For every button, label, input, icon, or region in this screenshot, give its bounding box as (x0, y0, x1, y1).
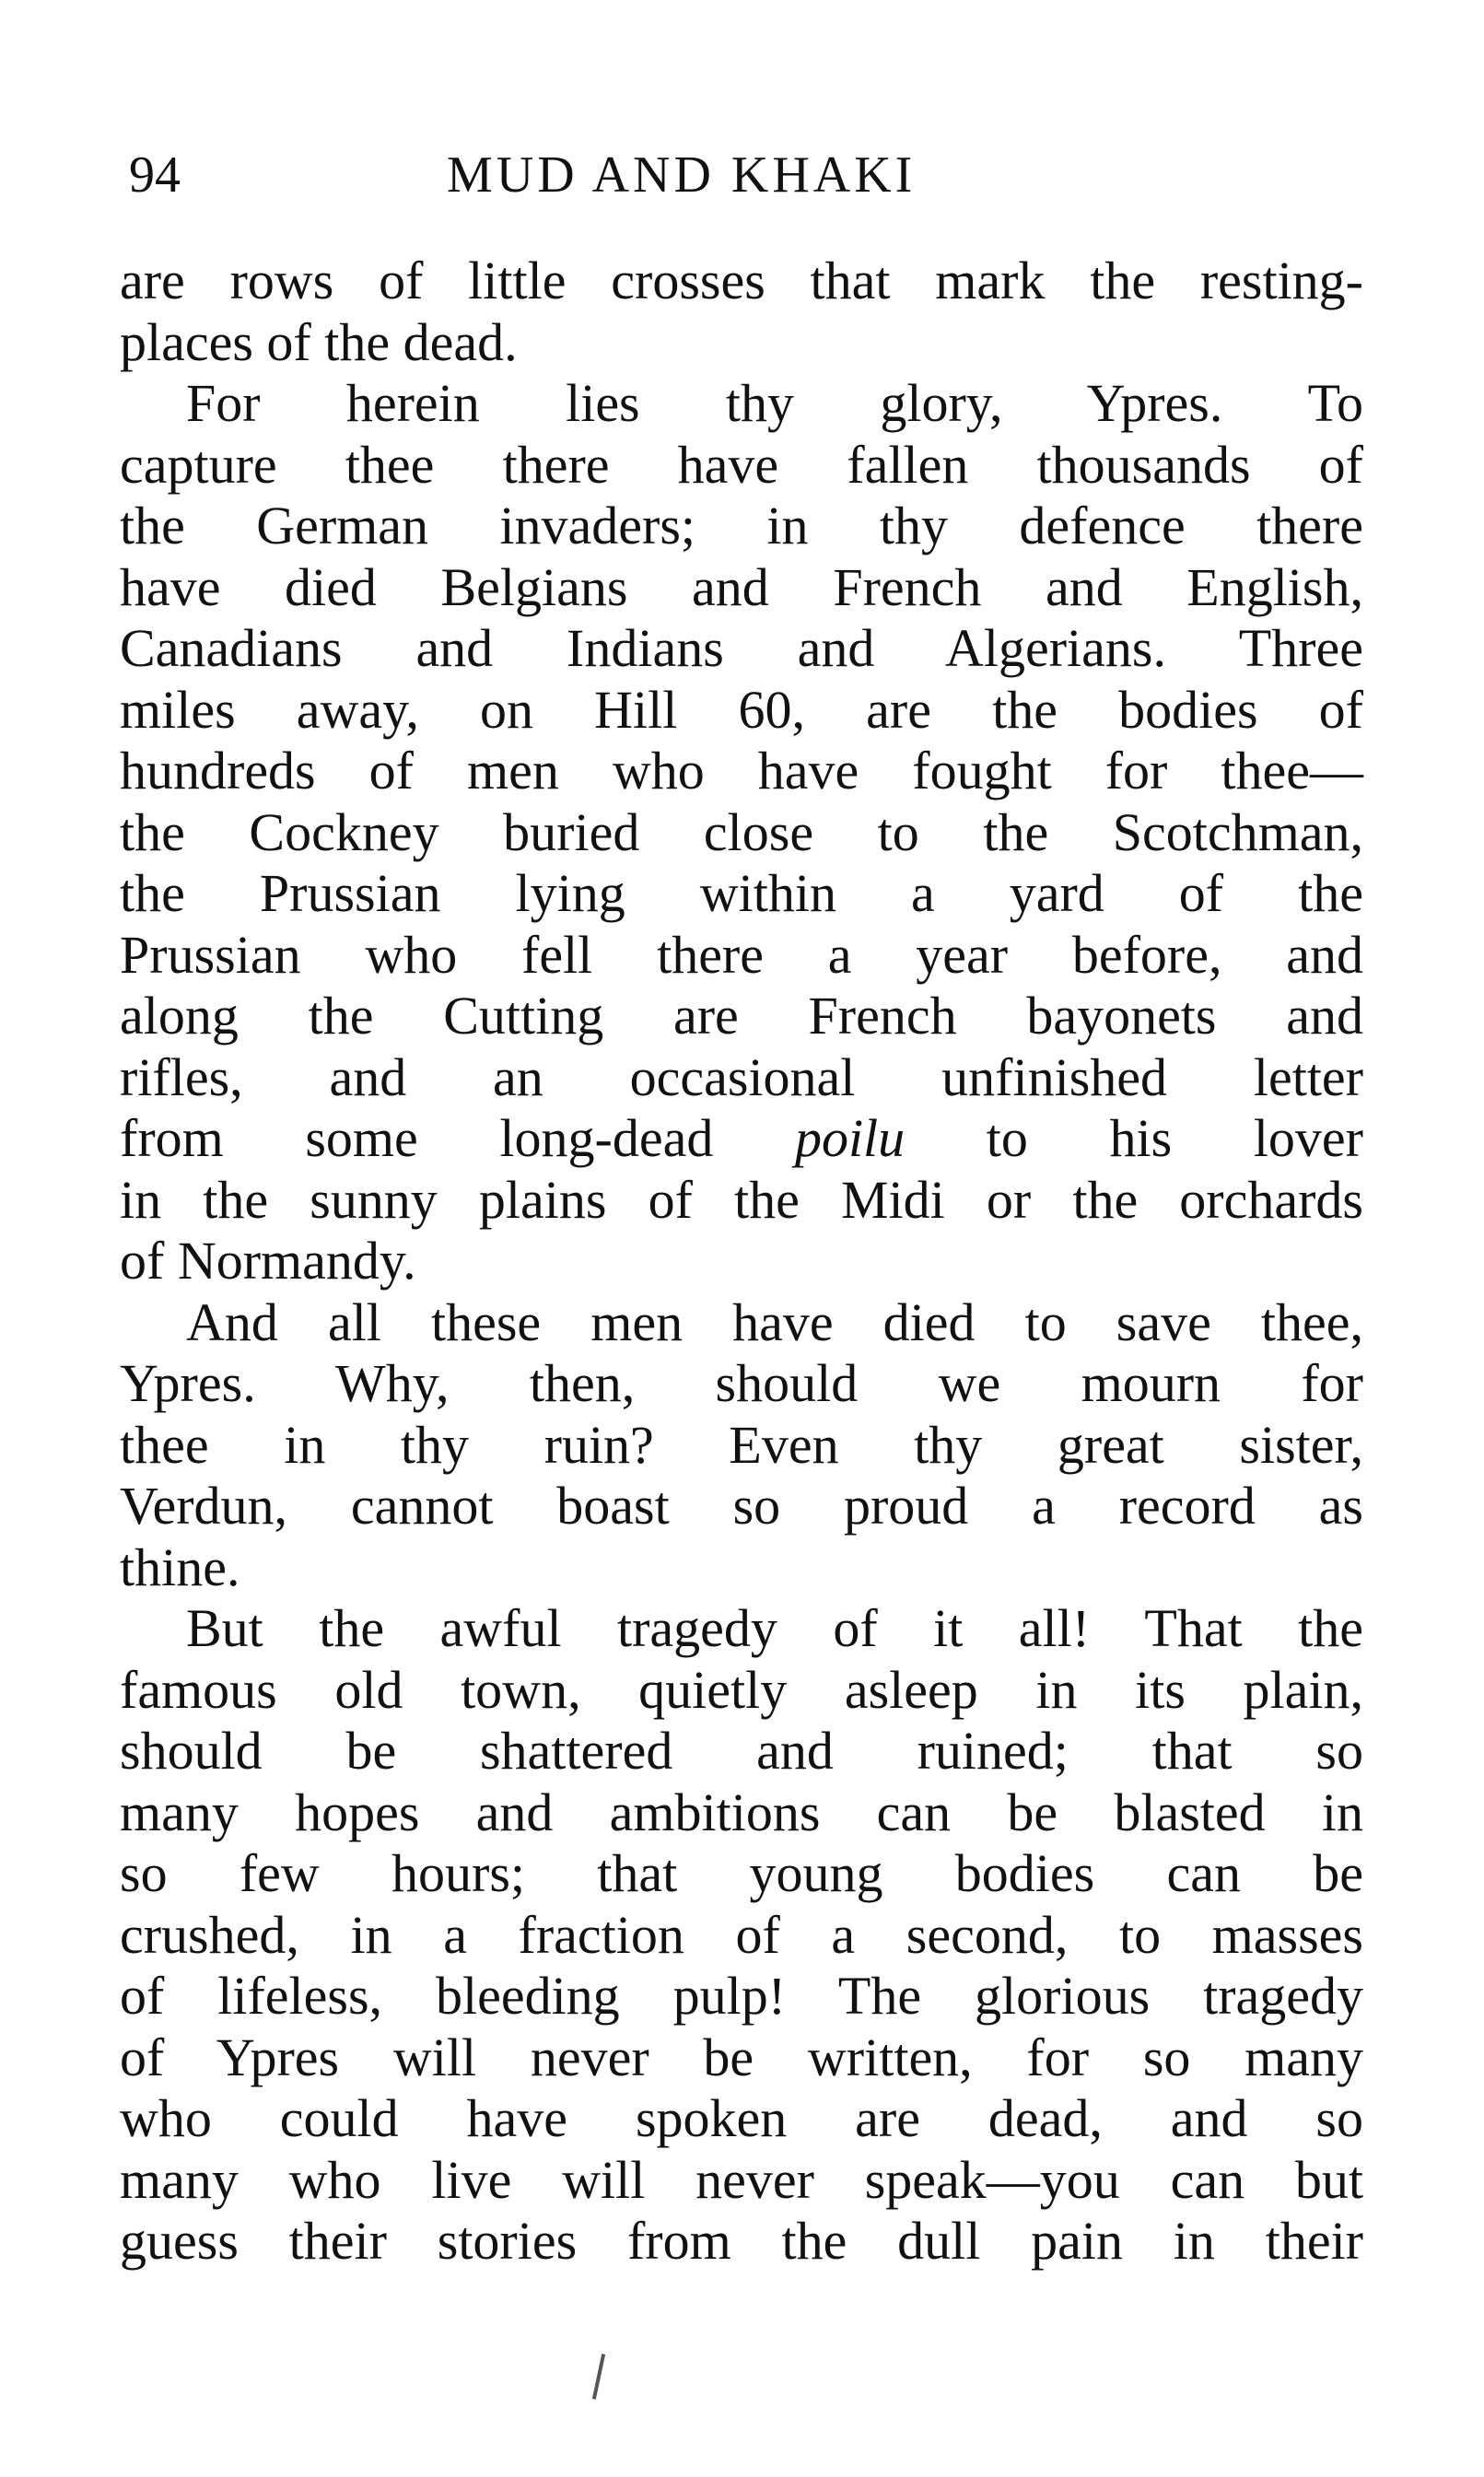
text-line: many hopes and ambitions can be blasted in (120, 1782, 1363, 1842)
text-line: Verdun, cannot boast so proud a record as (120, 1476, 1363, 1536)
text-line: miles away, on Hill 60, are the bodies of (120, 679, 1363, 740)
text-segment: from some long-dead (120, 1108, 795, 1168)
text-line: For herein lies thy glory, Ypres. To (186, 373, 1363, 433)
text-line-with-italic (120, 1108, 1363, 1170)
text-line: should be shattered and ruined; that so (120, 1721, 1363, 1781)
text-line: famous old town, quietly asleep in its plain, (120, 1659, 1363, 1720)
text-line: of Normandy. (120, 1231, 416, 1291)
text-line: capture thee there have fallen thousands of (120, 434, 1363, 495)
text-line: so few hours; that young bodies can be (120, 1843, 1363, 1903)
text-line: along the Cutting are French bayonets and (120, 986, 1363, 1046)
page-number: 94 (129, 146, 181, 204)
text-segment: to his lover (905, 1108, 1363, 1168)
text-line: crushed, in a fraction of a second, to masses (120, 1904, 1363, 1965)
text-line: are rows of little crosses that mark the resting- (120, 251, 1363, 310)
text-line: Canadians and Indians and Algerians. Three (120, 618, 1363, 678)
text-line: the German invaders; in thy defence there (120, 496, 1363, 555)
body-text (120, 251, 1363, 2273)
text-line: rifles, and an occasional unfinished letter (120, 1046, 1363, 1107)
text-line: the Cockney buried close to the Scotchman, (120, 801, 1363, 862)
text-line: And all these men have died to save thee, (186, 1291, 1363, 1352)
italic-word: poilu (794, 1108, 906, 1168)
text-line: the Prussian lying within a yard of the (120, 863, 1363, 923)
text-line: Ypres. Why, then, should we mourn for (120, 1353, 1363, 1413)
text-line: guess their stories from the dull pain in their (120, 2211, 1363, 2271)
text-line: Prussian who fell there a year before, and (120, 924, 1363, 985)
text-line: of lifeless, bleeding pulp! The glorious tragedy (120, 1966, 1363, 2026)
text-line: who could have spoken are dead, and so (120, 2088, 1363, 2148)
text-line: thine. (120, 1536, 240, 1597)
running-title: MUD AND KHAKI (447, 146, 917, 204)
text-line: thee in thy ruin? Even thy great sister, (120, 1414, 1363, 1475)
text-line: have died Belgians and French and English, (120, 556, 1363, 617)
text-line: many who live will never speak—you can but (120, 2149, 1363, 2210)
stray-ink-mark (592, 2354, 605, 2400)
text-line: of Ypres will never be written, for so many (120, 2027, 1363, 2087)
page-header (129, 138, 1354, 212)
text-line: in the sunny plains of the Midi or the orchards (120, 1169, 1363, 1230)
text-line: hundreds of men who have fought for thee— (120, 741, 1363, 800)
text-line: But the awful tragedy of it all! That the (186, 1598, 1363, 1658)
text-line: places of the dead. (120, 311, 518, 372)
